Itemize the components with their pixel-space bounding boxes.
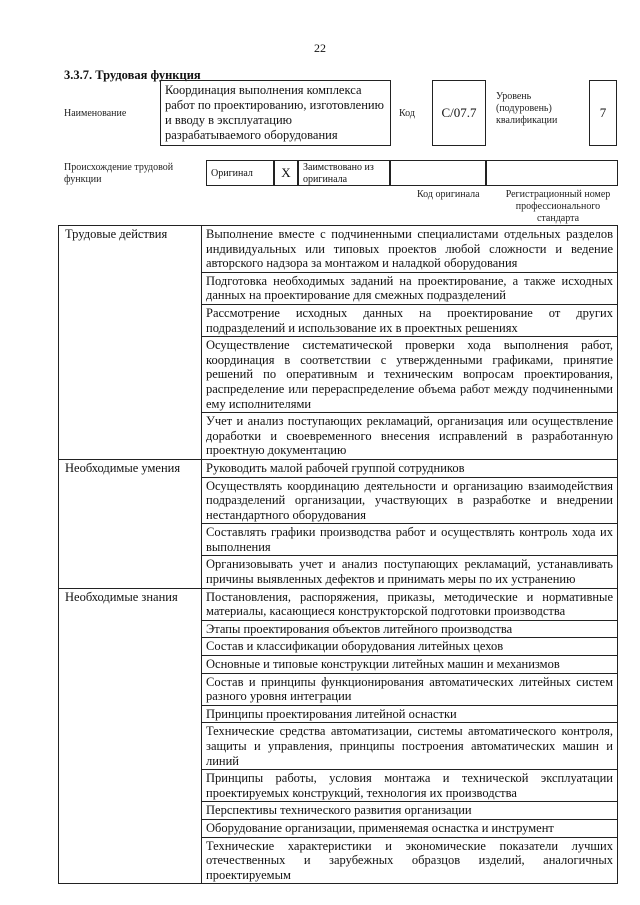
list-item: Оборудование организации, применяемая оснастка и инструмент bbox=[202, 819, 618, 837]
list-item: Технические характеристики и экономические показатели лучших отечественных и зарубежных образцов изделий, аналогичных проектируемым bbox=[202, 837, 618, 884]
table-row bbox=[59, 588, 618, 620]
list-item: Подготовка необходимых заданий на проектирование, а также исходных данных на проектирование для смежных подразделений bbox=[202, 272, 618, 304]
list-item: Принципы работы, условия монтажа и технической эксплуатации проектируемых конструкций, технология их производства bbox=[202, 770, 618, 802]
page-number: 22 bbox=[314, 41, 326, 55]
list-item: Принципы проектирования литейной оснастки bbox=[202, 705, 618, 723]
list-item: Постановления, распоряжения, приказы, методические и нормативные материалы, касающиеся конструкторской подготовки производства bbox=[202, 588, 618, 620]
list-item: Основные и типовые конструкции литейных машин и механизмов bbox=[202, 656, 618, 674]
list-item: Состав и классификации оборудования литейных цехов bbox=[202, 638, 618, 656]
section-title: 3.3.7. Трудовая функция bbox=[64, 68, 201, 82]
list-item: Составлять графики производства работ и осуществлять контроль хода их выполнения bbox=[202, 524, 618, 556]
category-required-skills: Необходимые умения bbox=[59, 459, 202, 588]
list-item: Осуществлять координацию деятельности и организацию взаимодействия подразделений организации, участвующих в разработке и внедрении нестандартного оборудования bbox=[202, 477, 618, 524]
table-row bbox=[59, 459, 618, 477]
code-original-caption: Код оригинала bbox=[417, 189, 480, 200]
list-item: Осуществление систематической проверки хода выполнения работ, координация в соответствии с утвержденными графиками, принятие решений по оперативным и техническим вопросам проектирования, распределение или перераспределение объема работ между подчиненными ему исполнителями bbox=[202, 337, 618, 413]
list-item: Состав и принципы функционирования автоматических литейных систем разного уровня интеграции bbox=[202, 673, 618, 705]
table-row bbox=[59, 226, 618, 273]
qualification-level: 7 bbox=[589, 80, 617, 146]
original-label: Оригинал bbox=[206, 160, 274, 186]
list-item: Организовывать учет и анализ поступающих рекламаций, устанавливать причины выявленных дефектов и принимать меры по их устранению bbox=[202, 556, 618, 588]
labor-function-table bbox=[58, 225, 618, 884]
reg-number-caption: Регистрационный номер профессионального стандарта bbox=[505, 189, 611, 224]
list-item: Этапы проектирования объектов литейного производства bbox=[202, 620, 618, 638]
name-label: Наименование bbox=[64, 108, 127, 119]
code-label: Код bbox=[399, 108, 415, 119]
list-item: Выполнение вместе с подчиненными специалистами отдельных разделов индивидуальных или типовых проектов любой сложности и ведение авторского надзора за монтажом и наладкой оборудования bbox=[202, 226, 618, 273]
original-mark: X bbox=[274, 160, 298, 186]
list-item: Учет и анализ поступающих рекламаций, организация или осуществление доработки и своевременного внесения исправлений в разработанную проектную документацию bbox=[202, 413, 618, 460]
category-required-knowledge: Необходимые знания bbox=[59, 588, 202, 884]
level-label: Уровень (подуровень) квалификации bbox=[496, 91, 558, 126]
list-item: Рассмотрение исходных данных на проектирование от других подразделений и использование их в проектных решениях bbox=[202, 304, 618, 336]
list-item: Перспективы технического развития организации bbox=[202, 802, 618, 820]
origin-label: Происхождение трудовой функции bbox=[64, 162, 174, 185]
reg-number-cell bbox=[486, 160, 618, 186]
function-name: Координация выполнения комплекса работ по проектированию, изготовлению и вводу в эксплуатацию разрабатываемого оборудования bbox=[160, 80, 391, 146]
list-item: Руководить малой рабочей группой сотрудников bbox=[202, 459, 618, 477]
original-code-cell bbox=[390, 160, 486, 186]
borrowed-label: Заимствовано из оригинала bbox=[298, 160, 390, 186]
function-code: C/07.7 bbox=[432, 80, 486, 146]
category-labor-actions: Трудовые действия bbox=[59, 226, 202, 460]
list-item: Технические средства автоматизации, системы автоматического контроля, защиты и управления, принципы построения автоматических машин и линий bbox=[202, 723, 618, 770]
